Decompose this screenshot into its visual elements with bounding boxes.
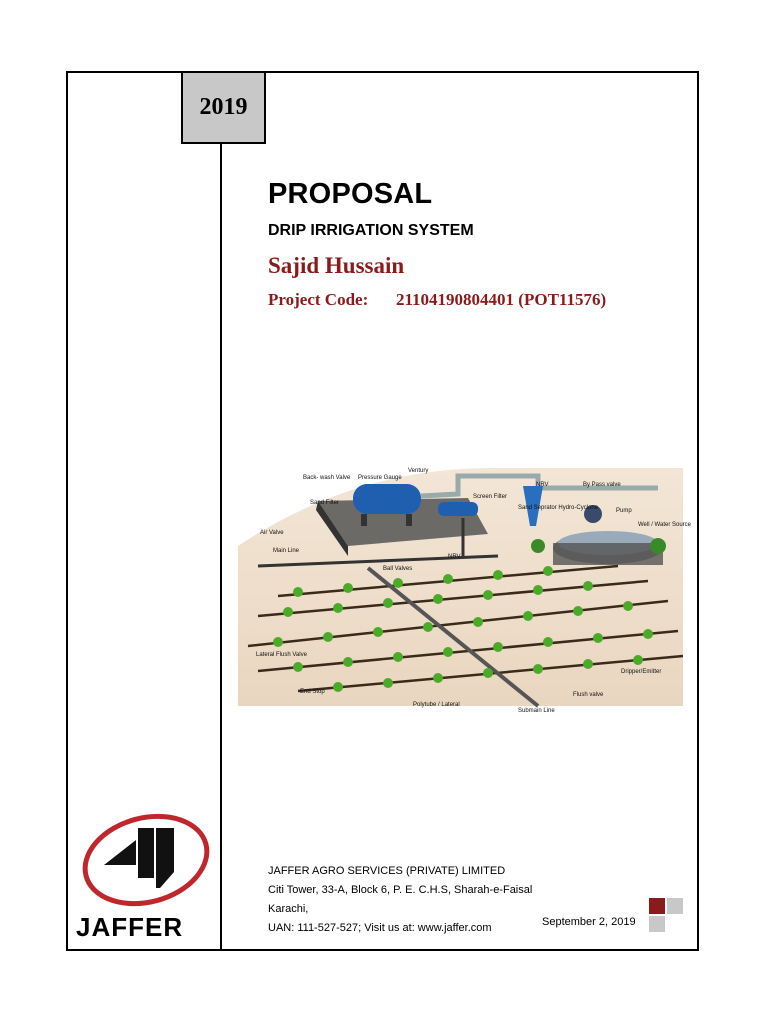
- label-nrv-top: NRV: [536, 482, 549, 488]
- label-submain: Submain Line: [518, 708, 555, 714]
- document-date: September 2, 2019: [542, 916, 636, 928]
- label-backwash-valve: Back- wash Valve: [303, 475, 351, 481]
- decor-square-light-2: [649, 916, 665, 932]
- screen-filter: [438, 502, 478, 516]
- project-code-label-wrap: [268, 290, 396, 310]
- label-ball-valves: Ball Valves: [383, 566, 413, 572]
- left-column-divider: [220, 143, 222, 950]
- label-by-pass-valve: By Pass valve: [583, 482, 621, 488]
- label-dripper: Dripper/Emitter: [621, 669, 662, 675]
- label-sand-separator: Sand Seprator Hydro-Cyclone: [518, 505, 599, 511]
- project-code-separator: :: [362, 290, 369, 309]
- label-well: Well / Water Source: [638, 522, 692, 528]
- project-code-row: [268, 290, 606, 310]
- decor-square-dark: [649, 898, 665, 914]
- label-flush-valve: Flush valve: [573, 692, 604, 698]
- document-title: PROPOSAL: [268, 178, 433, 210]
- label-ventury: Ventury: [408, 468, 429, 474]
- label-sand-filter: Sand Filter: [310, 500, 340, 506]
- label-screen-filter: Screen Filter: [473, 494, 508, 500]
- company-footer: [268, 862, 532, 938]
- label-main-line: Main Line: [273, 548, 300, 554]
- year-badge: [181, 71, 266, 144]
- label-nrv-mid: NRV: [448, 554, 461, 560]
- company-address-line1: Citi Tower, 33-A, Block 6, P. E. C.H.S, Sharah-e-Faisal: [268, 884, 533, 896]
- sand-filter-tank: [353, 484, 421, 514]
- project-code-value: 21104190804401 (POT11576): [396, 290, 607, 309]
- label-air-valve: Air Valve: [260, 530, 284, 536]
- logo-wordmark: JAFFER: [76, 912, 184, 942]
- decor-square-light-1: [667, 898, 683, 914]
- company-contact: UAN: 111-527-527; Visit us at: www.jaffer.com: [268, 922, 492, 934]
- document-subtitle: DRIP IRRIGATION SYSTEM: [268, 222, 474, 239]
- label-polytube: Polytube / Lateral: [413, 702, 460, 708]
- year-text: 2019: [199, 94, 248, 120]
- label-pump: Pump: [616, 508, 632, 514]
- company-address-line2: Karachi,: [268, 903, 309, 915]
- project-code-label: Project Code: [268, 290, 363, 309]
- label-end-stop: End Stop: [300, 689, 325, 695]
- drip-irrigation-diagram: [238, 406, 692, 716]
- company-name: JAFFER AGRO SERVICES (PRIVATE) LIMITED: [268, 865, 506, 877]
- label-lateral-flush-valve: Lateral Flush Valve: [256, 652, 307, 658]
- label-pressure-gauge: Pressure Gauge: [358, 475, 402, 481]
- client-name: Sajid Hussain: [268, 253, 405, 278]
